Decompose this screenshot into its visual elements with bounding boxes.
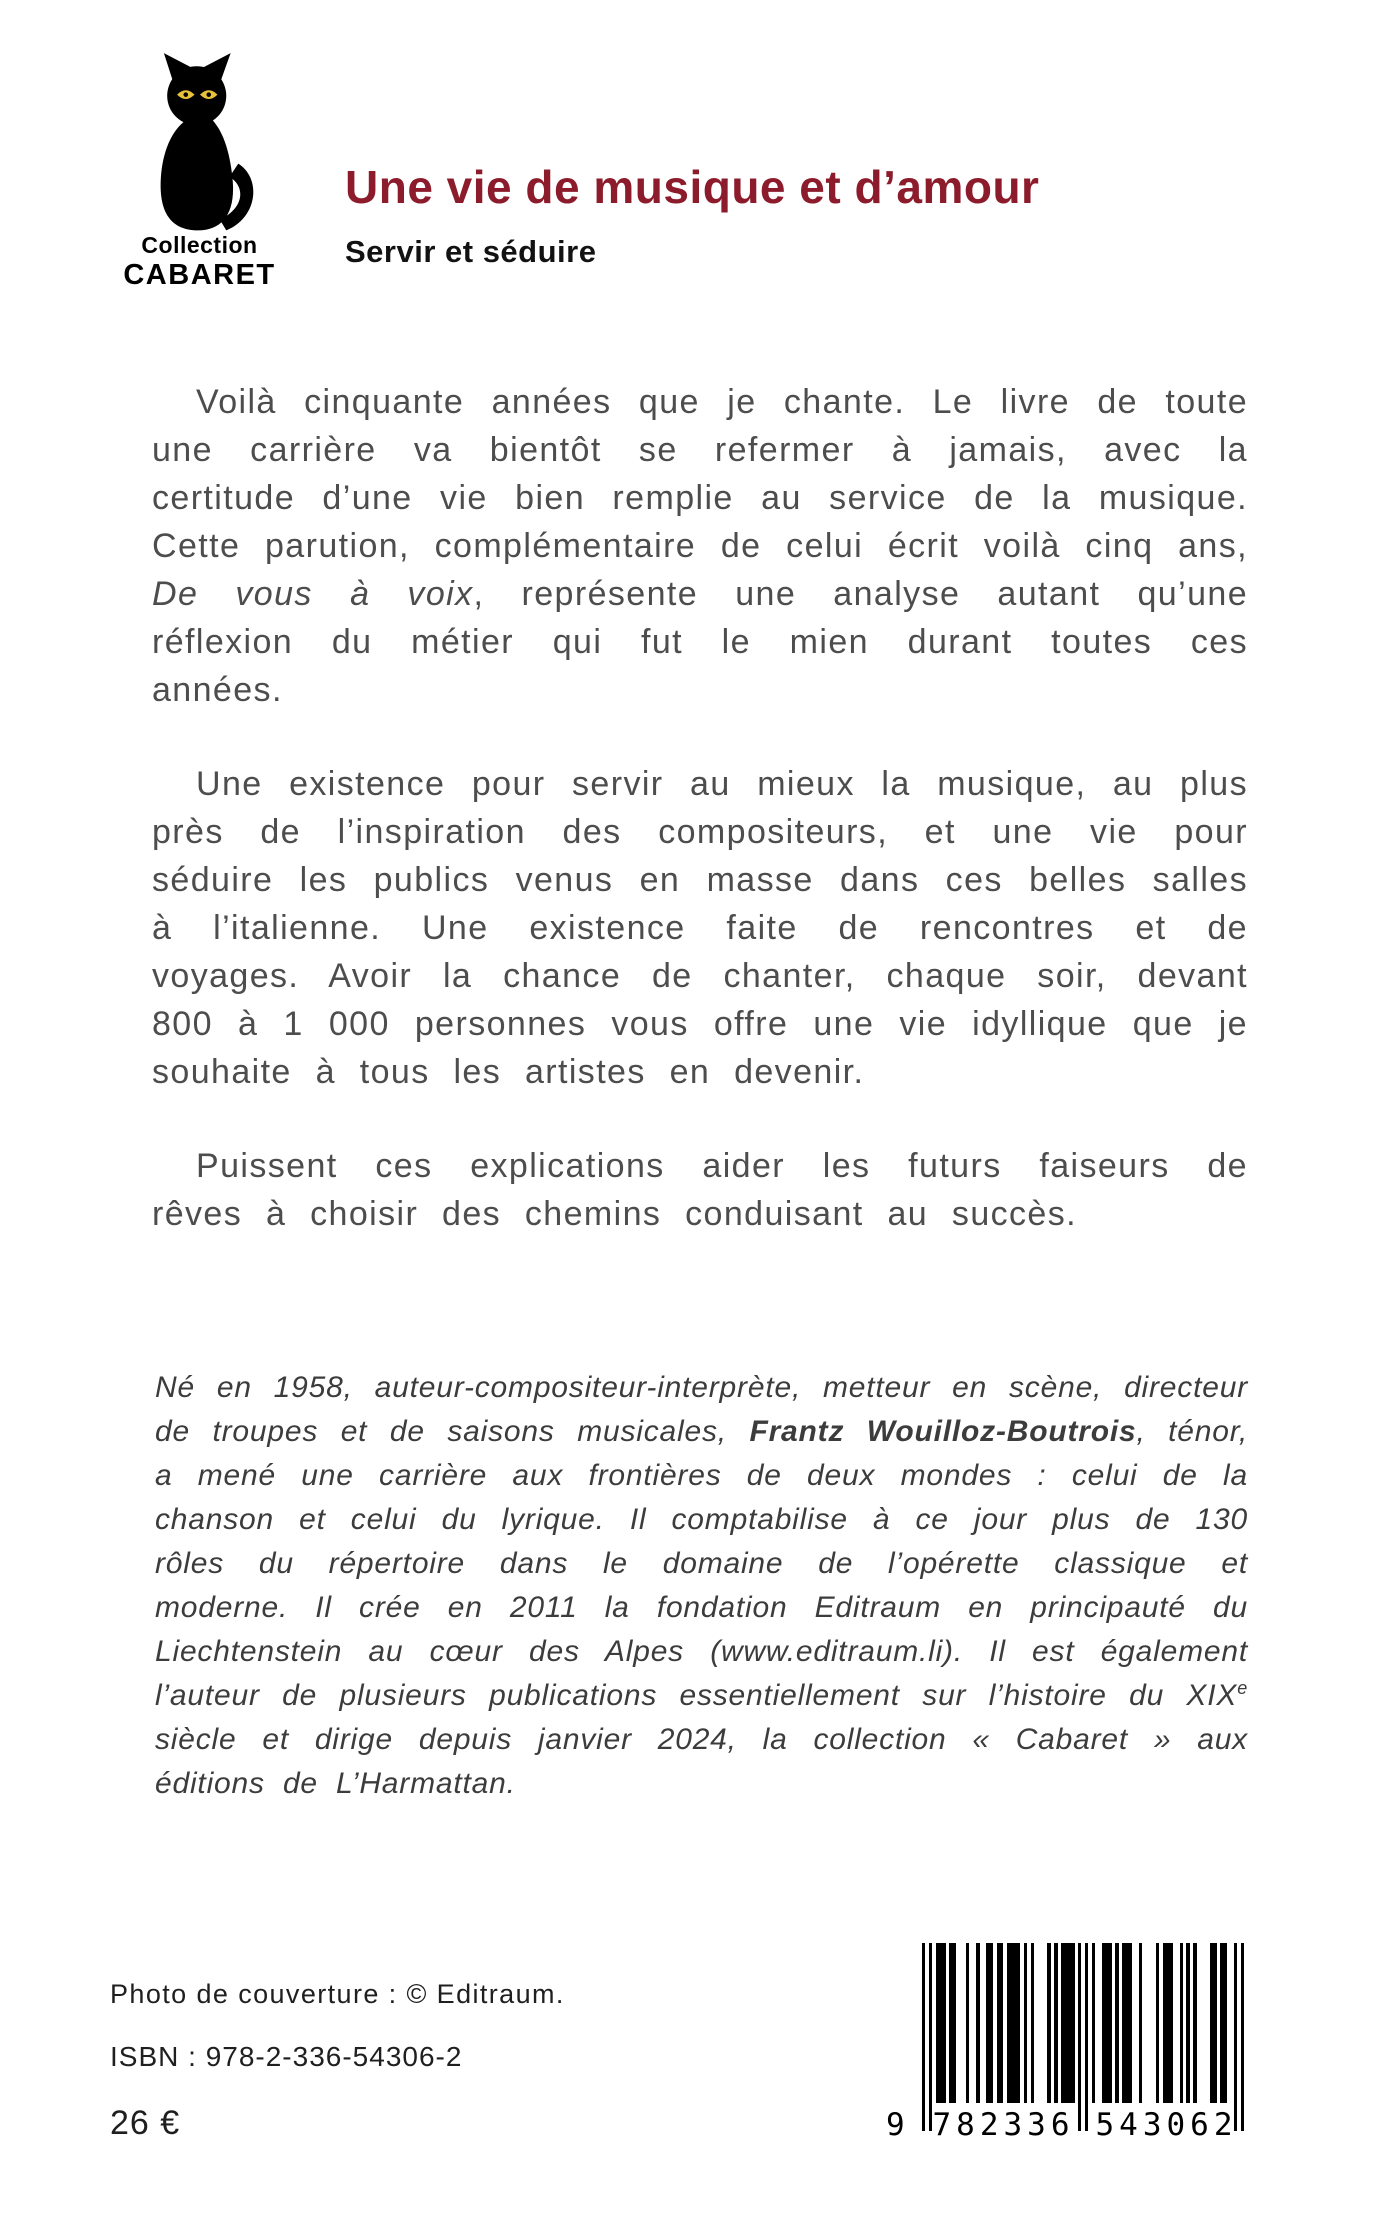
black-cat-icon [126, 52, 274, 238]
collection-name: CABARET [123, 259, 276, 291]
barcode-bars [922, 1943, 1248, 2131]
text-segment: siècle et dirige depuis janvier 2024, la collection « Cabaret » aux éditions de L’Harmattan. [155, 1723, 1248, 1800]
text-segment: De vous à voix [152, 575, 474, 613]
text-segment: Frantz Wouilloz-Boutrois [749, 1415, 1137, 1448]
text-segment: , représente une analyse autant qu’une réflexion du métier qui fut le mien durant toutes ces années. [152, 575, 1248, 709]
book-subtitle: Servir et séduire [345, 234, 597, 269]
author-bio [155, 1366, 1248, 1806]
barcode-digit-group: 9 [886, 2107, 905, 2143]
text-segment: Une existence pour servir au mieux la musique, au plus près de l’inspiration des compositeurs, et une vie pour séduire les publics venus en masse dans ces belles salles à l’italienne. Une existence faite de rencontres et de voyages. Avoir la chance de chanter, chaque soir, devant 800 à 1 000 personnes vous offre une vie idyllique que je souhaite à tous les artistes en devenir. [152, 765, 1248, 1091]
text-segment: , ténor, a mené une carrière aux frontières de deux mondes : celui de la chanson et celui du lyrique. Il comptabilise à ce jour plus de 130 rôles du répertoire dans le domaine de l’opérette classique et moderne. Il crée en 2011 la fondation Editraum en principauté du Liechtenstein au cœur des Alpes (www.editraum.li). Il est également l’auteur de plusieurs publications essentiellement sur l’histoire du XIX [155, 1415, 1248, 1712]
cat-body [160, 115, 232, 230]
barcode-bar [1241, 1943, 1244, 2131]
text-segment: Puissent ces explications aider les futurs faiseurs de rêves à choisir des chemins conduisant au succès. [152, 1147, 1248, 1233]
footer-left [110, 1979, 565, 2143]
barcode-digit-group: 543062 [1095, 2107, 1238, 2143]
text-segment: e [1237, 1678, 1248, 1698]
back-cover-text [152, 378, 1248, 1238]
book-title: Une vie de musique et d’amour [345, 161, 1040, 213]
collection-logo [112, 52, 287, 292]
paragraph [152, 760, 1248, 1096]
isbn: ISBN : 978-2-336-54306-2 [110, 2041, 463, 2072]
text-segment: Voilà cinquante années que je chante. Le livre de toute une carrière va bientôt se refermer à jamais, avec la certitude d’une vie bien remplie au service de la musique. Cette parution, complémentaire de celui écrit voilà cinq ans, [152, 383, 1248, 565]
text-segment: Né en 1958, auteur-compositeur-interprète, metteur en scène, directeur de troupes et de saisons musicales, [155, 1371, 1248, 1448]
header [0, 0, 1400, 292]
barcode-digits [886, 2107, 1248, 2143]
price: 26 € [110, 2104, 181, 2142]
photo-credit: Photo de couverture : © Editraum. [110, 1979, 565, 2009]
collection-label: Collection [141, 232, 258, 258]
paragraph [152, 1142, 1248, 1238]
author-bio-text [155, 1366, 1248, 1806]
footer [0, 1943, 1400, 2143]
paragraph [152, 378, 1248, 714]
title-block [287, 52, 1039, 292]
barcode-digit-group: 782336 [932, 2107, 1075, 2143]
barcode [886, 1943, 1248, 2143]
